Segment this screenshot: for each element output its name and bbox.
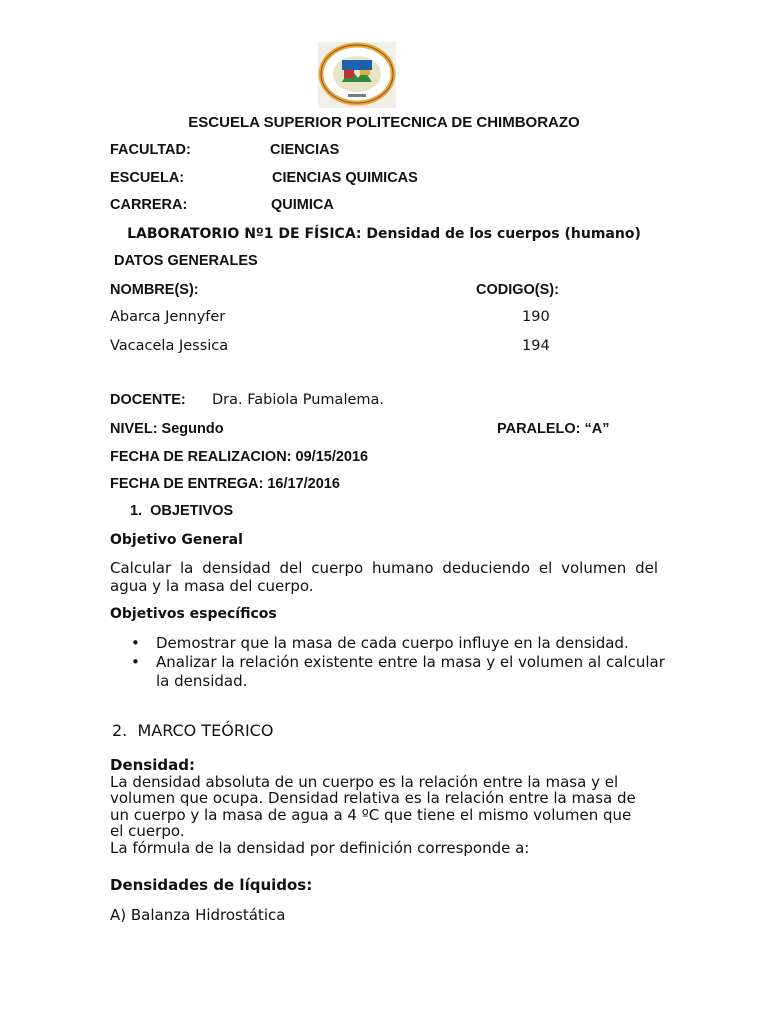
student-name: Abarca Jennyfer (110, 309, 226, 325)
objetivo-general-text: Calcular la densidad del cuerpo humano deduciendo el volumen del agua y la masa del cuerpo. (110, 559, 658, 595)
carrera-label: CARRERA: (110, 197, 188, 213)
bullet-icon: • (131, 653, 140, 671)
list-item-text: Demostrar que la masa de cada cuerpo influye en la densidad. (156, 634, 629, 652)
student-name: Vacacela Jessica (110, 338, 229, 354)
list-item-text: Analizar la relación existente entre la masa y el volumen al calcular la densidad. (156, 653, 665, 690)
general-heading: DATOS GENERALES (114, 253, 258, 269)
list-item (110, 634, 670, 653)
bullet-icon: • (131, 634, 140, 652)
docente-label: DOCENTE: (110, 392, 186, 408)
densidad-block (110, 757, 670, 856)
facultad-label: FACULTAD: (110, 142, 191, 158)
paralelo-text: PARALELO: “A” (497, 421, 610, 437)
objetivo-general-heading: Objetivo General (110, 532, 243, 548)
objetivos-list (110, 634, 670, 691)
escuela-label: ESCUELA: (110, 170, 185, 186)
fecha-realizacion: FECHA DE REALIZACION: 09/15/2016 (110, 449, 369, 465)
institution-logo (318, 42, 396, 108)
escuela-value: CIENCIAS QUIMICAS (272, 170, 418, 186)
densidad-line: un cuerpo y la masa de agua a 4 ºC que tiene el mismo volumen que (110, 805, 632, 824)
section-objetivos-heading: 1. OBJETIVOS (130, 503, 234, 519)
logo-seal-icon (318, 42, 396, 108)
carrera-value: QUIMICA (271, 197, 334, 213)
docente-value: Dra. Fabiola Pumalema. (212, 392, 385, 408)
student-code: 190 (522, 309, 550, 325)
institution-title: ESCUELA SUPERIOR POLITECNICA DE CHIMBORAZO (188, 114, 580, 131)
liquidos-heading: Densidades de líquidos: (110, 876, 313, 894)
balanza-text: A) Balanza Hidrostática (110, 906, 286, 924)
fecha-entrega: FECHA DE ENTREGA: 16/17/2016 (110, 476, 340, 492)
names-header: NOMBRE(S): (110, 282, 199, 298)
densidad-line: el cuerpo. (110, 822, 185, 840)
densidad-line: La densidad absoluta de un cuerpo es la relación entre la masa y el (110, 772, 619, 791)
densidad-line: La fórmula de la densidad por definición corresponde a: (110, 838, 530, 857)
codes-header: CODIGO(S): (476, 282, 559, 298)
densidad-heading: Densidad: (110, 756, 195, 774)
list-item (110, 653, 670, 691)
student-code: 194 (522, 338, 550, 354)
facultad-value: CIENCIAS (270, 142, 340, 158)
densidad-line: volumen que ocupa. Densidad relativa es la relación entre la masa de (110, 789, 636, 807)
objetivos-especificos-heading: Objetivos específicos (110, 606, 277, 622)
section-marco-heading: 2. MARCO TEÓRICO (112, 721, 274, 740)
nivel-text: NIVEL: Segundo (110, 421, 224, 437)
lab-title: LABORATORIO Nº1 DE FÍSICA: Densidad de los cuerpos (humano) (127, 226, 641, 242)
